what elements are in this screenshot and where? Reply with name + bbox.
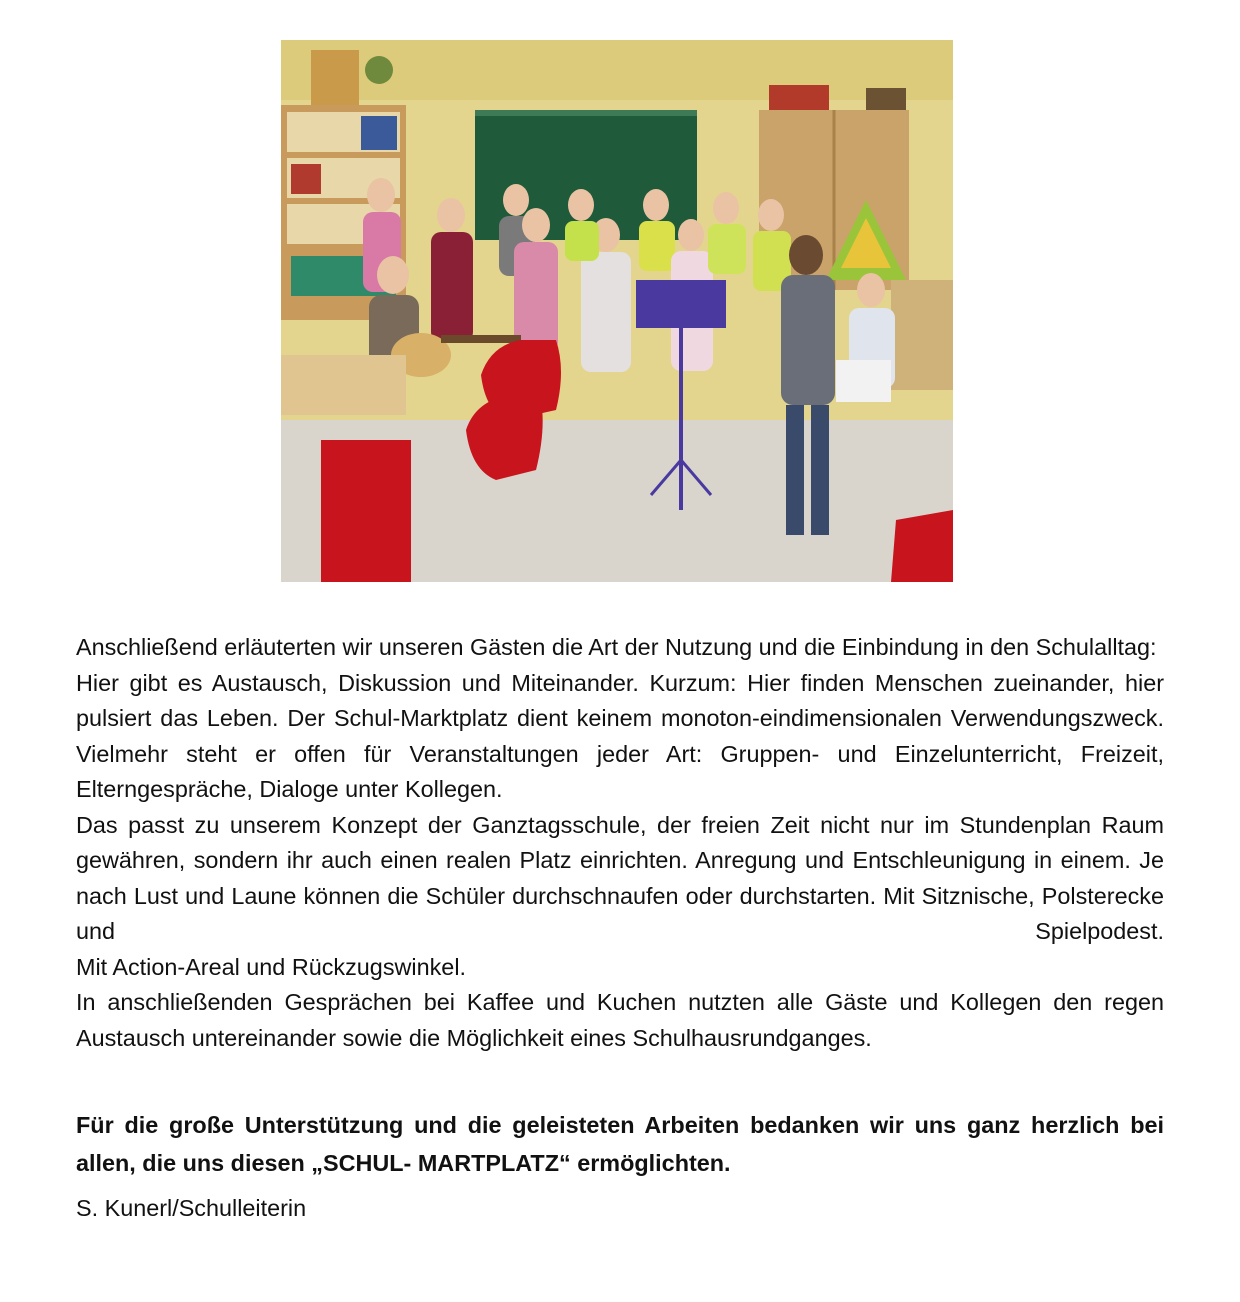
paragraph-concept-end: Mit Action-Areal und Rückzugswinkel. [76,953,467,980]
desk [281,355,406,415]
paragraph-intro: Anschließend erläuterten wir unseren Gästen die Art der Nutzung und die Einbindung in den Schulalltag: [76,634,1157,660]
paragraph-concept: Das passt zu unserem Konzept der Ganztagsschule, der freien Zeit nicht nur im Stundenplan Raum gewähren, sondern ihr auch einen realen Platz einrichten. Anregung und Entschleunigung in einem. Je nach Lust und Laune können die Schüler durchschnaufen oder durchstarten. Mit Sitznische, Polsterecke und Spielpodest. [76,811,1164,944]
classroom-photo [281,40,953,582]
paragraph-exchange: Hier gibt es Austausch, Diskussion und Miteinander. Kurzum: Hier finden Menschen zueinander, hier pulsiert das Leben. Der Schul-Marktplatz dient keinem monoton-eindimensionalen Verwendungszweck. Vielmehr steht er offen für Veranstaltungen jeder Art: Gruppen- und Einzelunterricht, Freizeit, Elterngespräche, Dialoge unter Kollegen. [76,669,1164,802]
classroom-photo-illustration [281,40,953,582]
closing-thanks: Für die große Unterstützung und die geleisteten Arbeiten bedanken wir uns ganz herzlich bei allen, die uns diesen „SCHUL- MARTPLATZ“ ermöglichten. [76,1112,1164,1176]
paragraph-coffee: In anschließenden Gesprächen bei Kaffee und Kuchen nutzten alle Gäste und Kollegen den regen Austausch untereinander sowie die Möglichkeit eines Schulhausrundganges. [76,989,1164,1051]
article-body [76,630,1164,1056]
signature: S. Kunerl/Schulleiterin [76,1195,307,1221]
